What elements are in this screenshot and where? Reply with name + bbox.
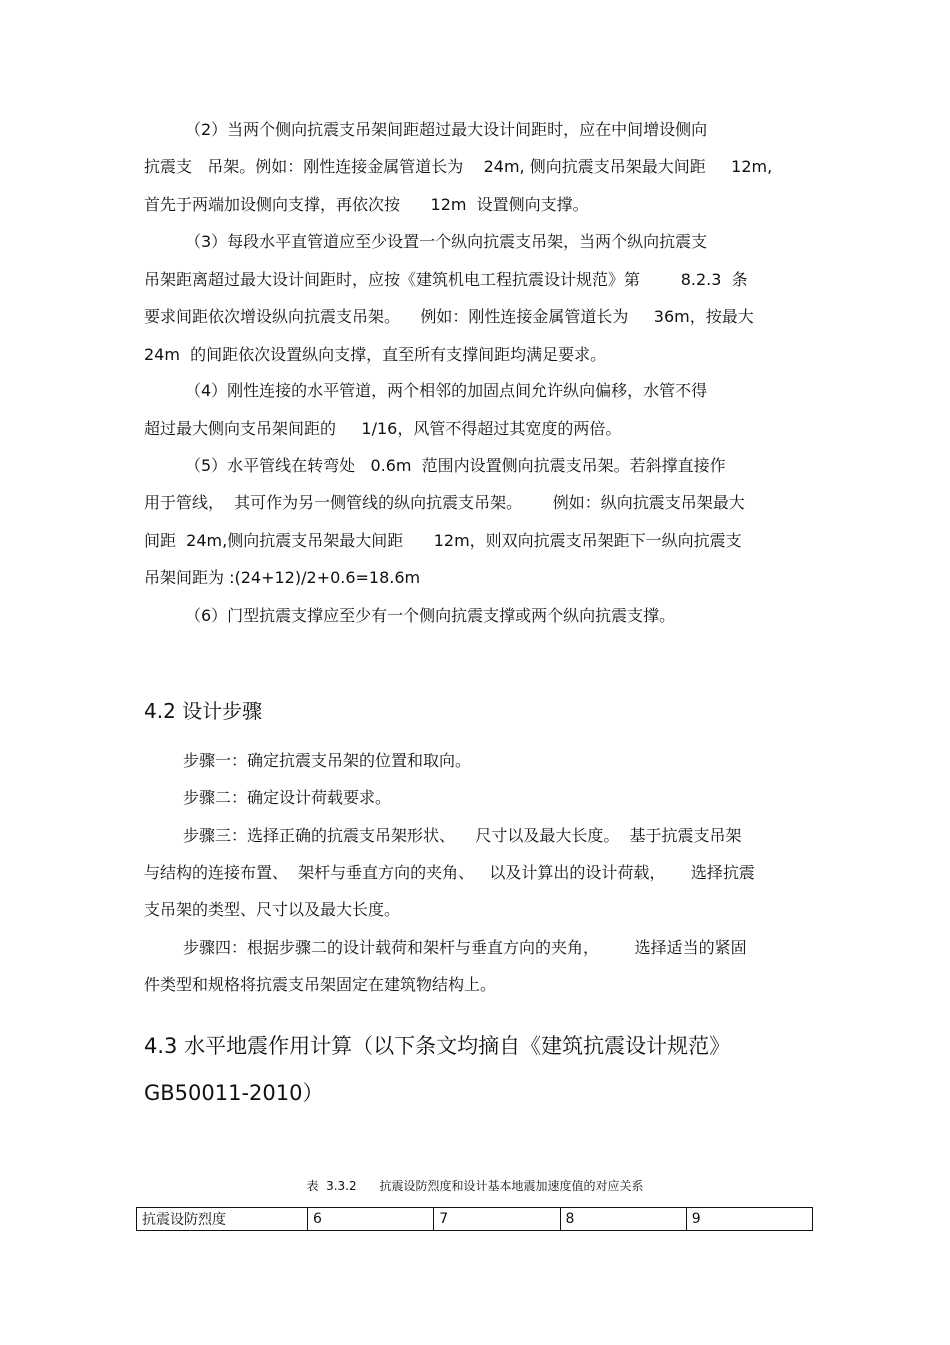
para-3-line-4: 24m 的间距依次设置纵向支撑，直至所有支撑间距均满足要求。 (144, 345, 607, 364)
step-3-line-3: 支吊架的类型、尺寸以及最大长度。 (144, 900, 401, 919)
section-4-3-heading-line-1: 4.3 水平地震作用计算（以下条文均摘自《建筑抗震设计规范》 (144, 1034, 731, 1058)
para-4-line-1: （4）刚性连接的水平管道，两个相邻的加固点间允许纵向偏移，水管不得 (185, 381, 708, 400)
para-2-line-1: （2）当两个侧向抗震支吊架间距超过最大设计间距时，应在中间增设侧向 (185, 120, 708, 139)
para-5-line-2: 用于管线， 其可作为另一侧管线的纵向抗震支吊架。 例如：纵向抗震支吊架最大 (144, 493, 745, 512)
para-6-line-1: （6）门型抗震支撑应至少有一个侧向抗震支撑或两个纵向抗震支撑。 (185, 606, 676, 625)
section-4-2-heading: 4.2 设计步骤 (144, 699, 263, 723)
table-caption: 表 3.3.2 抗震设防烈度和设计基本地震加速度值的对应关系 (306, 1179, 644, 1193)
table-row (137, 1208, 813, 1231)
value-cell-6: 6 (308, 1208, 434, 1231)
row-header-cell: 抗震设防烈度 (137, 1208, 308, 1231)
para-3-line-2: 吊架距离超过最大设计间距时，应按《建筑机电工程抗震设计规范》第 8.2.3 条 (144, 270, 748, 289)
step-3-line-2: 与结构的连接布置、 架杆与垂直方向的夹角、 以及计算出的设计荷载， 选择抗震 (144, 863, 755, 882)
para-2-line-3: 首先于两端加设侧向支撑，再依次按 12m 设置侧向支撑。 (144, 195, 589, 214)
para-2-line-2: 抗震支 吊架。例如：刚性连接金属管道长为 24m, 侧向抗震支吊架最大间距 12m, (144, 157, 773, 176)
step-2: 步骤二：确定设计荷载要求。 (183, 788, 392, 807)
para-3-line-3: 要求间距依次增设纵向抗震支吊架。 例如：刚性连接金属管道长为 36m，按最大 (144, 307, 754, 326)
value-cell-8: 8 (560, 1208, 686, 1231)
step-4-line-2: 件类型和规格将抗震支吊架固定在建筑物结构上。 (144, 975, 497, 994)
step-4-line-1: 步骤四：根据步骤二的设计载荷和架杆与垂直方向的夹角， 选择适当的紧固 (183, 938, 747, 957)
value-cell-9: 9 (686, 1208, 812, 1231)
value-cell-7: 7 (434, 1208, 560, 1231)
step-1: 步骤一：确定抗震支吊架的位置和取向。 (183, 751, 472, 770)
section-4-3-heading-line-2: GB50011-2010） (144, 1081, 324, 1105)
step-3-line-1: 步骤三：选择正确的抗震支吊架形状、 尺寸以及最大长度。 基于抗震支吊架 (183, 826, 742, 845)
para-5-line-3: 间距 24m,侧向抗震支吊架最大间距 12m，则双向抗震支吊架距下一纵向抗震支 (144, 531, 742, 550)
para-5-line-1: （5）水平管线在转弯处 0.6m 范围内设置侧向抗震支吊架。若斜撑直接作 (185, 456, 726, 475)
intensity-table (136, 1207, 813, 1231)
para-4-line-2: 超过最大侧向支吊架间距的 1/16，风管不得超过其宽度的两倍。 (144, 419, 622, 438)
para-5-line-4: 吊架间距为 :(24+12)/2+0.6=18.6m (144, 568, 421, 587)
para-3-line-1: （3）每段水平直管道应至少设置一个纵向抗震支吊架，当两个纵向抗震支 (185, 232, 708, 251)
